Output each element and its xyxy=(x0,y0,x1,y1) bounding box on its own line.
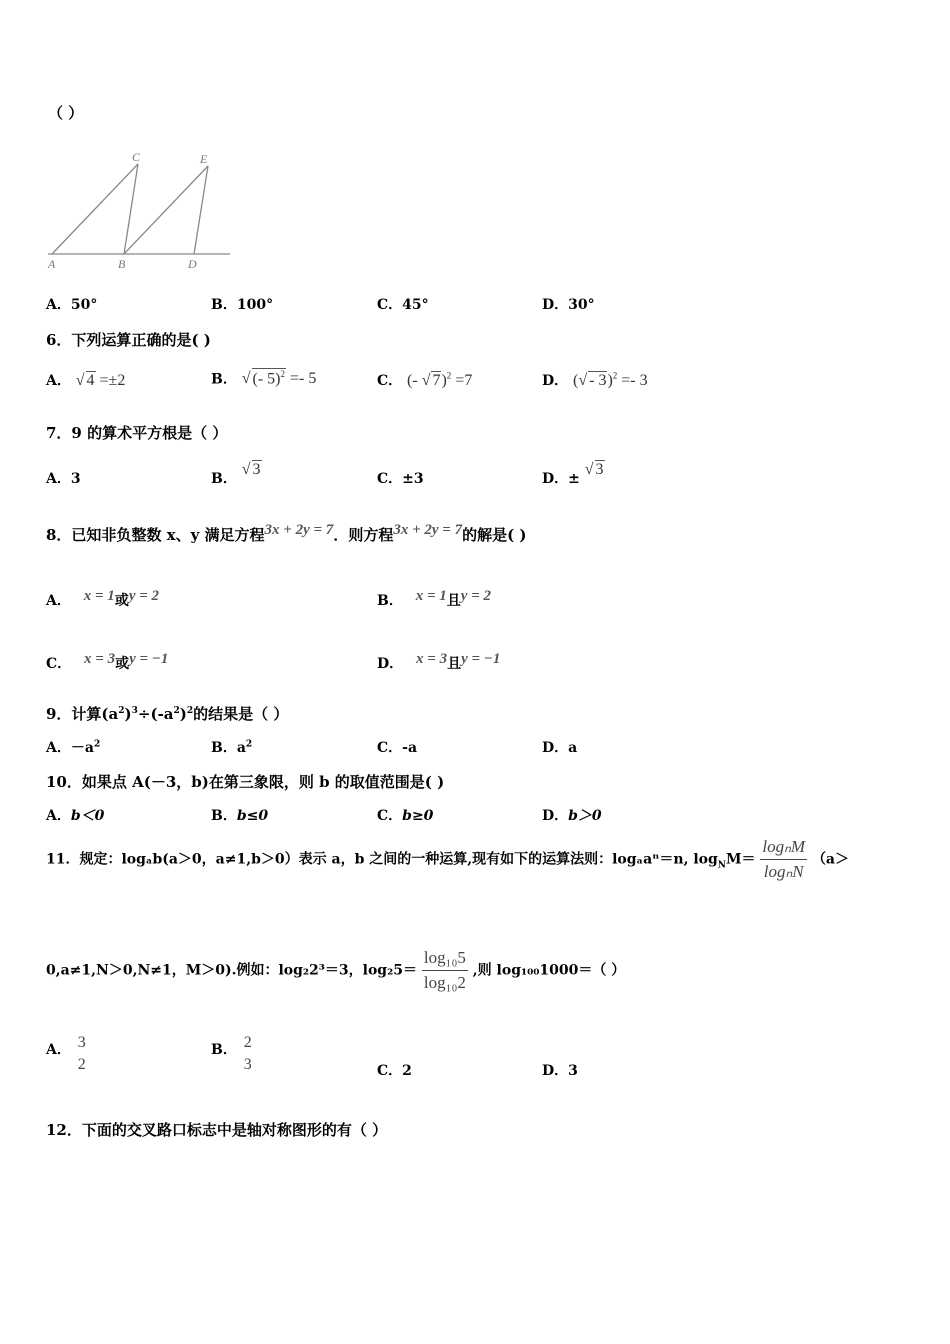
q10-option-b[interactable]: B．b≤0 xyxy=(211,808,269,824)
q8-option-d[interactable]: D． x = 3且y = −1 xyxy=(377,651,501,672)
q5-option-c[interactable]: C．45° xyxy=(377,297,429,313)
label-a: A xyxy=(48,257,56,271)
label-d: D xyxy=(188,257,197,271)
q7-option-b[interactable]: B． √ 3 xyxy=(211,461,261,487)
q10-option-d[interactable]: D．b＞0 xyxy=(542,808,602,824)
q7-option-a[interactable]: A．3 xyxy=(46,471,81,487)
q11-line-2: 0,a≠1,N＞0,N≠1，M＞0).例如：log₂2³＝3，log₂5＝ $\frac{\text{log₁₀5}}{\text{log₁₀2}}$ ,则 log₁₀₀1000＝（ ） xyxy=(46,948,626,992)
segment-ac xyxy=(52,164,138,254)
q11-option-d[interactable]: D．3 xyxy=(542,1063,578,1079)
q11-option-a[interactable]: A． 3 2 xyxy=(46,1034,86,1073)
q8-option-c[interactable]: C． x = 3或y = −1 xyxy=(46,651,169,672)
q9-option-c[interactable]: C．-a xyxy=(377,740,418,756)
q6-option-b[interactable]: B． √ (- 5)$^2$ =- 5 xyxy=(211,369,317,388)
q10-stem: 10．如果点 A(－3，b)在第三象限，则 b 的取值范围是( ) xyxy=(46,773,445,791)
q8-option-a[interactable]: A． x = 1或y = 2 xyxy=(46,588,160,609)
q8-stem: 8．已知非负整数 x、y 满足方程3x + 2y = 7．则方程3x + 2y = 7的解是( ) xyxy=(46,522,527,544)
q8-equation-1: 3x + 2y = 7 xyxy=(264,522,334,538)
q11-option-c[interactable]: C．2 xyxy=(377,1063,412,1079)
q10-option-a[interactable]: A．b＜0 xyxy=(46,808,105,824)
q5-option-d[interactable]: D．30° xyxy=(542,297,595,313)
q5-figure xyxy=(40,148,240,273)
q11-fraction-1: $\frac{\text{logₙM}}{\text{logₙN}}$ xyxy=(762,837,806,881)
q6-option-d[interactable]: D． (√ - 3)$^2$ =- 3 xyxy=(542,370,648,389)
q6-stem: 6．下列运算正确的是( ) xyxy=(46,331,211,349)
q7-option-c[interactable]: C．±3 xyxy=(377,471,424,487)
q9-stem: 9．计算$(a^2)^3\div(-a^2)^2$的结果是（ ） xyxy=(46,705,289,723)
q6-option-c[interactable]: C． (- √ 7)$^2$ =7 xyxy=(377,370,473,389)
label-c: C xyxy=(132,150,141,164)
q11-option-b[interactable]: B． 2 3 xyxy=(211,1034,252,1073)
q7-option-d[interactable]: D．± √ 3 xyxy=(542,461,604,487)
q11-fraction-2: $\frac{\text{log₁₀5}}{\text{log₁₀2}}$ xyxy=(423,948,466,992)
label-b: B xyxy=(118,257,126,271)
q11-line-1: 11．规定：logₐb(a＞0，a≠1,b＞0）表示 a，b 之间的一种运算,现有如下的运算法则：logₐaⁿ＝n, $\log_NM=$ $\frac{\text{logₙM}}{\text{logₙN}}$ （a＞ xyxy=(46,837,850,881)
q12-stem: 12．下面的交叉路口标志中是轴对称图形的有（ ） xyxy=(46,1121,388,1139)
segment-be xyxy=(124,166,208,254)
q8-equation-2: 3x + 2y = 7 xyxy=(393,522,463,538)
q5-option-a[interactable]: A．50° xyxy=(46,297,98,313)
q7-stem: 7．9 的算术平方根是（ ） xyxy=(46,424,228,442)
q8-option-b[interactable]: B． x = 1且y = 2 xyxy=(377,588,491,609)
q9-option-d[interactable]: D．a xyxy=(542,740,578,756)
label-e: E xyxy=(200,152,208,166)
q9-option-a[interactable]: A．$-a^2$ xyxy=(46,739,101,756)
q5-option-b[interactable]: B．100° xyxy=(211,297,274,313)
q6-option-a[interactable]: A． √ 4 =±2 xyxy=(46,372,126,389)
q5-stem-tail: （ ） xyxy=(48,104,84,122)
segment-bc xyxy=(124,164,138,254)
q9-option-b[interactable]: B．$a^2$ xyxy=(211,739,253,756)
q10-option-c[interactable]: C．b≥0 xyxy=(377,808,434,824)
